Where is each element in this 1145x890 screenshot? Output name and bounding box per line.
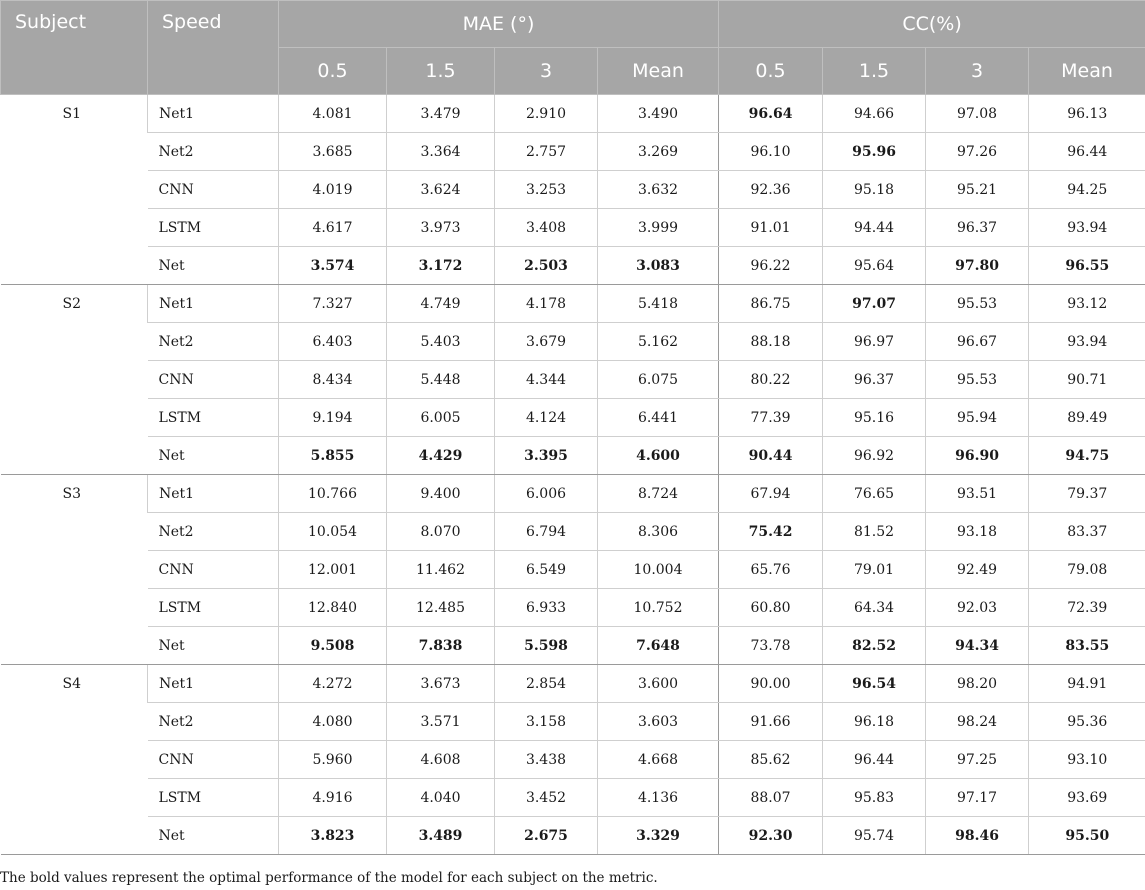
mae-value-cell: 3.172 — [387, 247, 495, 285]
mae-value-cell: 7.838 — [387, 627, 495, 665]
mae-value-cell: 6.933 — [495, 589, 598, 627]
subject-cell: S4 — [1, 665, 148, 855]
cc-value-cell: 91.01 — [719, 209, 823, 247]
mae-value-cell: 11.462 — [387, 551, 495, 589]
mae-value-cell: 3.408 — [495, 209, 598, 247]
cc-value-cell: 94.75 — [1029, 437, 1145, 475]
mae-value-cell: 3.395 — [495, 437, 598, 475]
cc-value-cell: 88.18 — [719, 323, 823, 361]
mae-value-cell: 2.910 — [495, 95, 598, 133]
mae-value-cell: 10.766 — [279, 475, 387, 513]
table-row — [1, 513, 1145, 551]
cc-value-cell: 90.00 — [719, 665, 823, 703]
model-cell: Net — [148, 437, 279, 475]
cc-header: CC(%) — [719, 1, 1145, 48]
mae-value-cell: 8.434 — [279, 361, 387, 399]
model-cell: CNN — [148, 361, 279, 399]
mae-value-cell: 6.006 — [495, 475, 598, 513]
cc-value-cell: 92.36 — [719, 171, 823, 209]
cc-value-cell: 93.18 — [926, 513, 1029, 551]
cc-value-cell: 88.07 — [719, 779, 823, 817]
mae-value-cell: 12.840 — [279, 589, 387, 627]
cc-value-cell: 96.22 — [719, 247, 823, 285]
mae-value-cell: 2.757 — [495, 133, 598, 171]
mae-value-cell: 8.306 — [598, 513, 719, 551]
mae-value-cell: 12.001 — [279, 551, 387, 589]
cc-value-cell: 79.01 — [823, 551, 926, 589]
model-cell: Net1 — [148, 95, 279, 133]
mae-value-cell: 5.162 — [598, 323, 719, 361]
cc-value-cell: 75.42 — [719, 513, 823, 551]
cc-value-cell: 80.22 — [719, 361, 823, 399]
cc-value-cell: 98.20 — [926, 665, 1029, 703]
table-row — [1, 361, 1145, 399]
model-cell: Net2 — [148, 703, 279, 741]
cc-value-cell: 96.10 — [719, 133, 823, 171]
table-row — [1, 209, 1145, 247]
cc-value-cell: 89.49 — [1029, 399, 1145, 437]
mae-value-cell: 3.999 — [598, 209, 719, 247]
model-cell: Net — [148, 247, 279, 285]
mae-value-cell: 3.364 — [387, 133, 495, 171]
cc-value-cell: 82.52 — [823, 627, 926, 665]
mae-value-cell: 3.452 — [495, 779, 598, 817]
cc-value-cell: 95.83 — [823, 779, 926, 817]
mae-value-cell: 9.194 — [279, 399, 387, 437]
mae-value-cell: 5.598 — [495, 627, 598, 665]
table-row — [1, 627, 1145, 665]
mae-speed-1-5-header: 1.5 — [387, 48, 495, 95]
mae-value-cell: 4.040 — [387, 779, 495, 817]
cc-speed-1-5-header: 1.5 — [823, 48, 926, 95]
mae-value-cell: 4.600 — [598, 437, 719, 475]
table-row — [1, 551, 1145, 589]
cc-value-cell: 95.21 — [926, 171, 1029, 209]
cc-value-cell: 96.44 — [823, 741, 926, 779]
table-row — [1, 779, 1145, 817]
cc-value-cell: 77.39 — [719, 399, 823, 437]
cc-value-cell: 95.53 — [926, 361, 1029, 399]
mae-value-cell: 4.916 — [279, 779, 387, 817]
mae-value-cell: 5.448 — [387, 361, 495, 399]
cc-value-cell: 93.94 — [1029, 209, 1145, 247]
table-row — [1, 703, 1145, 741]
mae-value-cell: 12.485 — [387, 589, 495, 627]
cc-value-cell: 94.25 — [1029, 171, 1145, 209]
table-body — [1, 95, 1145, 855]
subject-cell: S2 — [1, 285, 148, 475]
model-cell: Net2 — [148, 133, 279, 171]
mae-value-cell: 3.603 — [598, 703, 719, 741]
subject-header: Subject — [1, 1, 148, 95]
mae-value-cell: 4.178 — [495, 285, 598, 323]
cc-value-cell: 95.94 — [926, 399, 1029, 437]
mae-value-cell: 3.632 — [598, 171, 719, 209]
cc-value-cell: 93.12 — [1029, 285, 1145, 323]
cc-value-cell: 83.37 — [1029, 513, 1145, 551]
mae-value-cell: 3.438 — [495, 741, 598, 779]
cc-value-cell: 97.80 — [926, 247, 1029, 285]
mae-value-cell: 7.327 — [279, 285, 387, 323]
cc-value-cell: 79.37 — [1029, 475, 1145, 513]
cc-value-cell: 83.55 — [1029, 627, 1145, 665]
cc-value-cell: 95.50 — [1029, 817, 1145, 855]
mae-value-cell: 10.004 — [598, 551, 719, 589]
cc-value-cell: 96.37 — [926, 209, 1029, 247]
mae-value-cell: 8.724 — [598, 475, 719, 513]
mae-value-cell: 3.624 — [387, 171, 495, 209]
mae-value-cell: 4.429 — [387, 437, 495, 475]
model-cell: CNN — [148, 551, 279, 589]
mae-value-cell: 3.479 — [387, 95, 495, 133]
mae-value-cell: 3.673 — [387, 665, 495, 703]
mae-value-cell: 4.136 — [598, 779, 719, 817]
model-cell: Net1 — [148, 285, 279, 323]
mae-value-cell: 4.608 — [387, 741, 495, 779]
mae-value-cell: 3.329 — [598, 817, 719, 855]
mae-value-cell: 3.973 — [387, 209, 495, 247]
cc-value-cell: 85.62 — [719, 741, 823, 779]
cc-value-cell: 96.13 — [1029, 95, 1145, 133]
cc-value-cell: 97.25 — [926, 741, 1029, 779]
cc-value-cell: 72.39 — [1029, 589, 1145, 627]
mae-value-cell: 3.083 — [598, 247, 719, 285]
cc-value-cell: 86.75 — [719, 285, 823, 323]
mae-value-cell: 3.685 — [279, 133, 387, 171]
mae-value-cell: 4.124 — [495, 399, 598, 437]
cc-value-cell: 73.78 — [719, 627, 823, 665]
cc-value-cell: 96.55 — [1029, 247, 1145, 285]
table-row — [1, 437, 1145, 475]
cc-value-cell: 97.08 — [926, 95, 1029, 133]
mae-value-cell: 3.490 — [598, 95, 719, 133]
cc-value-cell: 93.94 — [1029, 323, 1145, 361]
cc-value-cell: 97.07 — [823, 285, 926, 323]
model-cell: CNN — [148, 741, 279, 779]
cc-value-cell: 98.24 — [926, 703, 1029, 741]
model-cell: LSTM — [148, 399, 279, 437]
cc-value-cell: 67.94 — [719, 475, 823, 513]
table-row — [1, 589, 1145, 627]
mae-value-cell: 5.960 — [279, 741, 387, 779]
mae-mean-header: Mean — [598, 48, 719, 95]
mae-value-cell: 4.080 — [279, 703, 387, 741]
cc-value-cell: 94.44 — [823, 209, 926, 247]
cc-value-cell: 97.26 — [926, 133, 1029, 171]
cc-value-cell: 96.67 — [926, 323, 1029, 361]
mae-value-cell: 6.075 — [598, 361, 719, 399]
footnote: The bold values represent the optimal performance of the model for each subject on the metric. — [0, 870, 658, 886]
mae-value-cell: 10.752 — [598, 589, 719, 627]
cc-value-cell: 95.64 — [823, 247, 926, 285]
cc-value-cell: 93.10 — [1029, 741, 1145, 779]
mae-value-cell: 5.855 — [279, 437, 387, 475]
table-row — [1, 133, 1145, 171]
cc-value-cell: 64.34 — [823, 589, 926, 627]
cc-value-cell: 96.90 — [926, 437, 1029, 475]
cc-value-cell: 96.64 — [719, 95, 823, 133]
cc-mean-header: Mean — [1029, 48, 1145, 95]
mae-value-cell: 9.508 — [279, 627, 387, 665]
mae-value-cell: 4.019 — [279, 171, 387, 209]
mae-value-cell: 7.648 — [598, 627, 719, 665]
cc-value-cell: 95.16 — [823, 399, 926, 437]
cc-value-cell: 93.51 — [926, 475, 1029, 513]
table-row — [1, 171, 1145, 209]
cc-value-cell: 90.71 — [1029, 361, 1145, 399]
mae-value-cell: 9.400 — [387, 475, 495, 513]
mae-value-cell: 6.005 — [387, 399, 495, 437]
table-row — [1, 475, 1145, 513]
cc-value-cell: 96.92 — [823, 437, 926, 475]
mae-value-cell: 5.403 — [387, 323, 495, 361]
cc-value-cell: 95.96 — [823, 133, 926, 171]
table-row — [1, 95, 1145, 133]
cc-value-cell: 93.69 — [1029, 779, 1145, 817]
cc-value-cell: 81.52 — [823, 513, 926, 551]
cc-value-cell: 91.66 — [719, 703, 823, 741]
model-cell: Net2 — [148, 513, 279, 551]
table-row — [1, 285, 1145, 323]
mae-value-cell: 2.675 — [495, 817, 598, 855]
mae-value-cell: 3.489 — [387, 817, 495, 855]
mae-value-cell: 5.418 — [598, 285, 719, 323]
cc-value-cell: 79.08 — [1029, 551, 1145, 589]
table-row — [1, 399, 1145, 437]
mae-value-cell: 4.749 — [387, 285, 495, 323]
mae-value-cell: 4.344 — [495, 361, 598, 399]
cc-speed-0-5-header: 0.5 — [719, 48, 823, 95]
mae-value-cell: 4.668 — [598, 741, 719, 779]
mae-value-cell: 3.679 — [495, 323, 598, 361]
mae-speed-3-header: 3 — [495, 48, 598, 95]
cc-value-cell: 95.18 — [823, 171, 926, 209]
mae-value-cell: 6.794 — [495, 513, 598, 551]
mae-value-cell: 4.617 — [279, 209, 387, 247]
cc-value-cell: 95.74 — [823, 817, 926, 855]
mae-value-cell: 3.158 — [495, 703, 598, 741]
cc-value-cell: 96.54 — [823, 665, 926, 703]
table-row — [1, 741, 1145, 779]
model-cell: LSTM — [148, 779, 279, 817]
table-header — [1, 1, 1145, 95]
cc-value-cell: 96.18 — [823, 703, 926, 741]
model-cell: CNN — [148, 171, 279, 209]
mae-value-cell: 10.054 — [279, 513, 387, 551]
model-cell: Net1 — [148, 475, 279, 513]
table-row — [1, 665, 1145, 703]
model-cell: Net2 — [148, 323, 279, 361]
table-row — [1, 817, 1145, 855]
cc-speed-3-header: 3 — [926, 48, 1029, 95]
cc-value-cell: 94.66 — [823, 95, 926, 133]
mae-speed-0-5-header: 0.5 — [279, 48, 387, 95]
cc-value-cell: 96.44 — [1029, 133, 1145, 171]
cc-value-cell: 94.34 — [926, 627, 1029, 665]
cc-value-cell: 92.30 — [719, 817, 823, 855]
model-cell: Net — [148, 817, 279, 855]
table-row — [1, 247, 1145, 285]
cc-value-cell: 60.80 — [719, 589, 823, 627]
subject-cell: S3 — [1, 475, 148, 665]
cc-value-cell: 76.65 — [823, 475, 926, 513]
mae-value-cell: 3.600 — [598, 665, 719, 703]
cc-value-cell: 95.36 — [1029, 703, 1145, 741]
model-cell: LSTM — [148, 589, 279, 627]
mae-header: MAE (°) — [279, 1, 719, 48]
mae-value-cell: 3.269 — [598, 133, 719, 171]
mae-value-cell: 3.823 — [279, 817, 387, 855]
cc-value-cell: 92.03 — [926, 589, 1029, 627]
cc-value-cell: 95.53 — [926, 285, 1029, 323]
subject-cell: S1 — [1, 95, 148, 285]
mae-value-cell: 4.272 — [279, 665, 387, 703]
mae-value-cell: 4.081 — [279, 95, 387, 133]
model-cell: LSTM — [148, 209, 279, 247]
mae-value-cell: 8.070 — [387, 513, 495, 551]
mae-value-cell: 6.403 — [279, 323, 387, 361]
cc-value-cell: 97.17 — [926, 779, 1029, 817]
mae-value-cell: 3.253 — [495, 171, 598, 209]
model-cell: Net — [148, 627, 279, 665]
mae-value-cell: 2.503 — [495, 247, 598, 285]
speed-header: Speed — [148, 1, 279, 95]
cc-value-cell: 94.91 — [1029, 665, 1145, 703]
mae-value-cell: 6.441 — [598, 399, 719, 437]
table-row — [1, 323, 1145, 361]
mae-value-cell: 2.854 — [495, 665, 598, 703]
mae-value-cell: 3.574 — [279, 247, 387, 285]
model-cell: Net1 — [148, 665, 279, 703]
cc-value-cell: 96.37 — [823, 361, 926, 399]
cc-value-cell: 96.97 — [823, 323, 926, 361]
mae-value-cell: 6.549 — [495, 551, 598, 589]
mae-value-cell: 3.571 — [387, 703, 495, 741]
cc-value-cell: 98.46 — [926, 817, 1029, 855]
cc-value-cell: 92.49 — [926, 551, 1029, 589]
cc-value-cell: 65.76 — [719, 551, 823, 589]
cc-value-cell: 90.44 — [719, 437, 823, 475]
